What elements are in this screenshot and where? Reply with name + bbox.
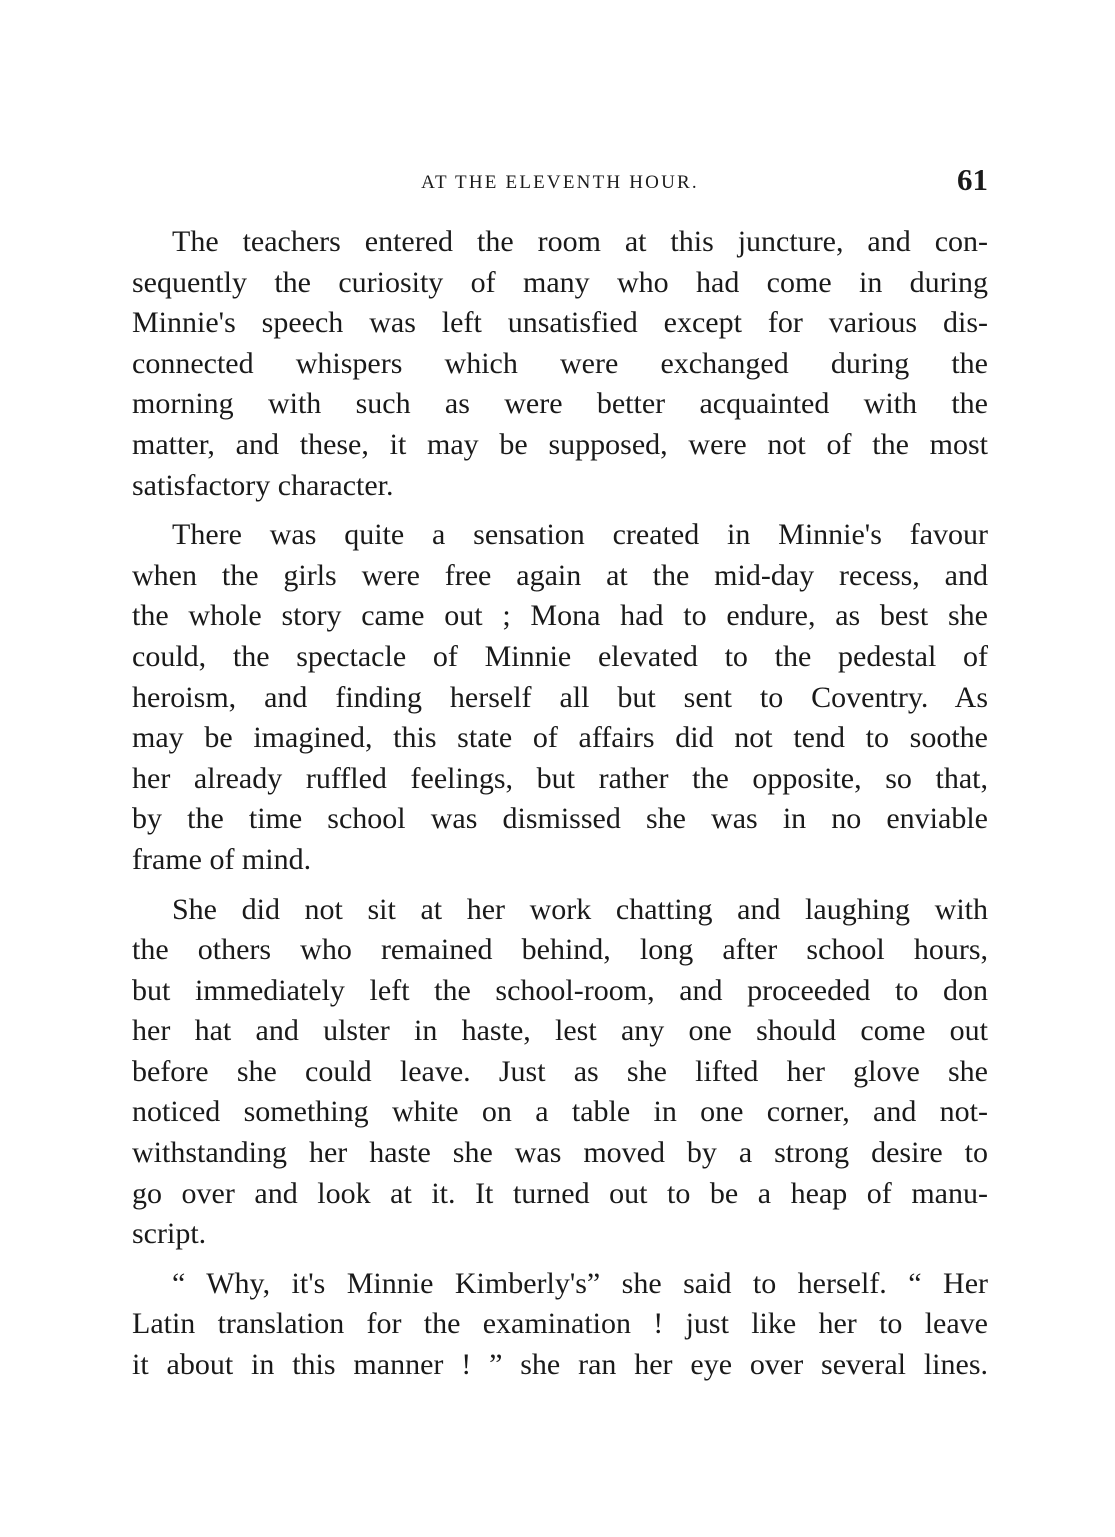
running-title: AT THE ELEVENTH HOUR. [421,172,699,193]
text-line: it about in this manner ! ” she ran her eye over several lines. [132,1348,988,1382]
text-line: but immediately left the school-room, and proceeded to don [132,973,988,1007]
text-line: The teachers entered the room at this juncture, and con- [172,225,988,258]
text-line: the whole story came out ; Mona had to endure, as best she [132,599,988,633]
text-line: sequently the curiosity of many who had come in during [132,265,988,299]
text-line: when the girls were free again at the mid-day recess, and [132,558,988,592]
page-number: 61 [957,162,988,197]
text-line: morning with such as were better acquainted with the [132,387,988,421]
paragraph [132,1264,988,1386]
body-text [132,222,988,1395]
running-head [132,162,988,206]
text-line: matter, and these, it may be supposed, were not of the most [132,427,988,461]
text-line: frame of mind. [132,842,312,876]
paragraph [132,515,988,880]
paragraph [132,222,988,506]
paragraph [132,890,988,1255]
text-line: There was quite a sensation created in Minnie's favour [172,518,988,552]
text-line: her already ruffled feelings, but rather the opposite, so that, [132,761,988,795]
text-line: go over and look at it. It turned out to be a heap of manu- [132,1176,988,1210]
text-line: withstanding her haste she was moved by a strong desire to [132,1136,988,1170]
text-line: script. [132,1217,207,1251]
text-line: She did not sit at her work chatting and laughing with [172,892,988,926]
text-line: before she could leave. Just as she lifted her glove she [132,1054,988,1088]
text-line: satisfactory character. [132,468,394,502]
text-line: by the time school was dismissed she was in no enviable [132,802,988,836]
text-line: “ Why, it's Minnie Kimberly's” she said to herself. “ Her [172,1266,988,1300]
text-line: Latin translation for the examination ! just like her to leave [132,1307,988,1341]
text-line: connected whispers which were exchanged during the [132,346,988,380]
text-line: Minnie's speech was left unsatisfied except for various dis- [132,306,988,340]
text-line: may be imagined, this state of affairs did not tend to soothe [132,721,988,755]
text-line: heroism, and finding herself all but sent to Coventry. As [132,680,988,714]
text-line: the others who remained behind, long after school hours, [132,933,988,967]
text-line: her hat and ulster in haste, lest any one should come out [132,1014,988,1048]
text-line: noticed something white on a table in one corner, and not- [132,1095,988,1129]
text-line: could, the spectacle of Minnie elevated to the pedestal of [132,639,988,673]
